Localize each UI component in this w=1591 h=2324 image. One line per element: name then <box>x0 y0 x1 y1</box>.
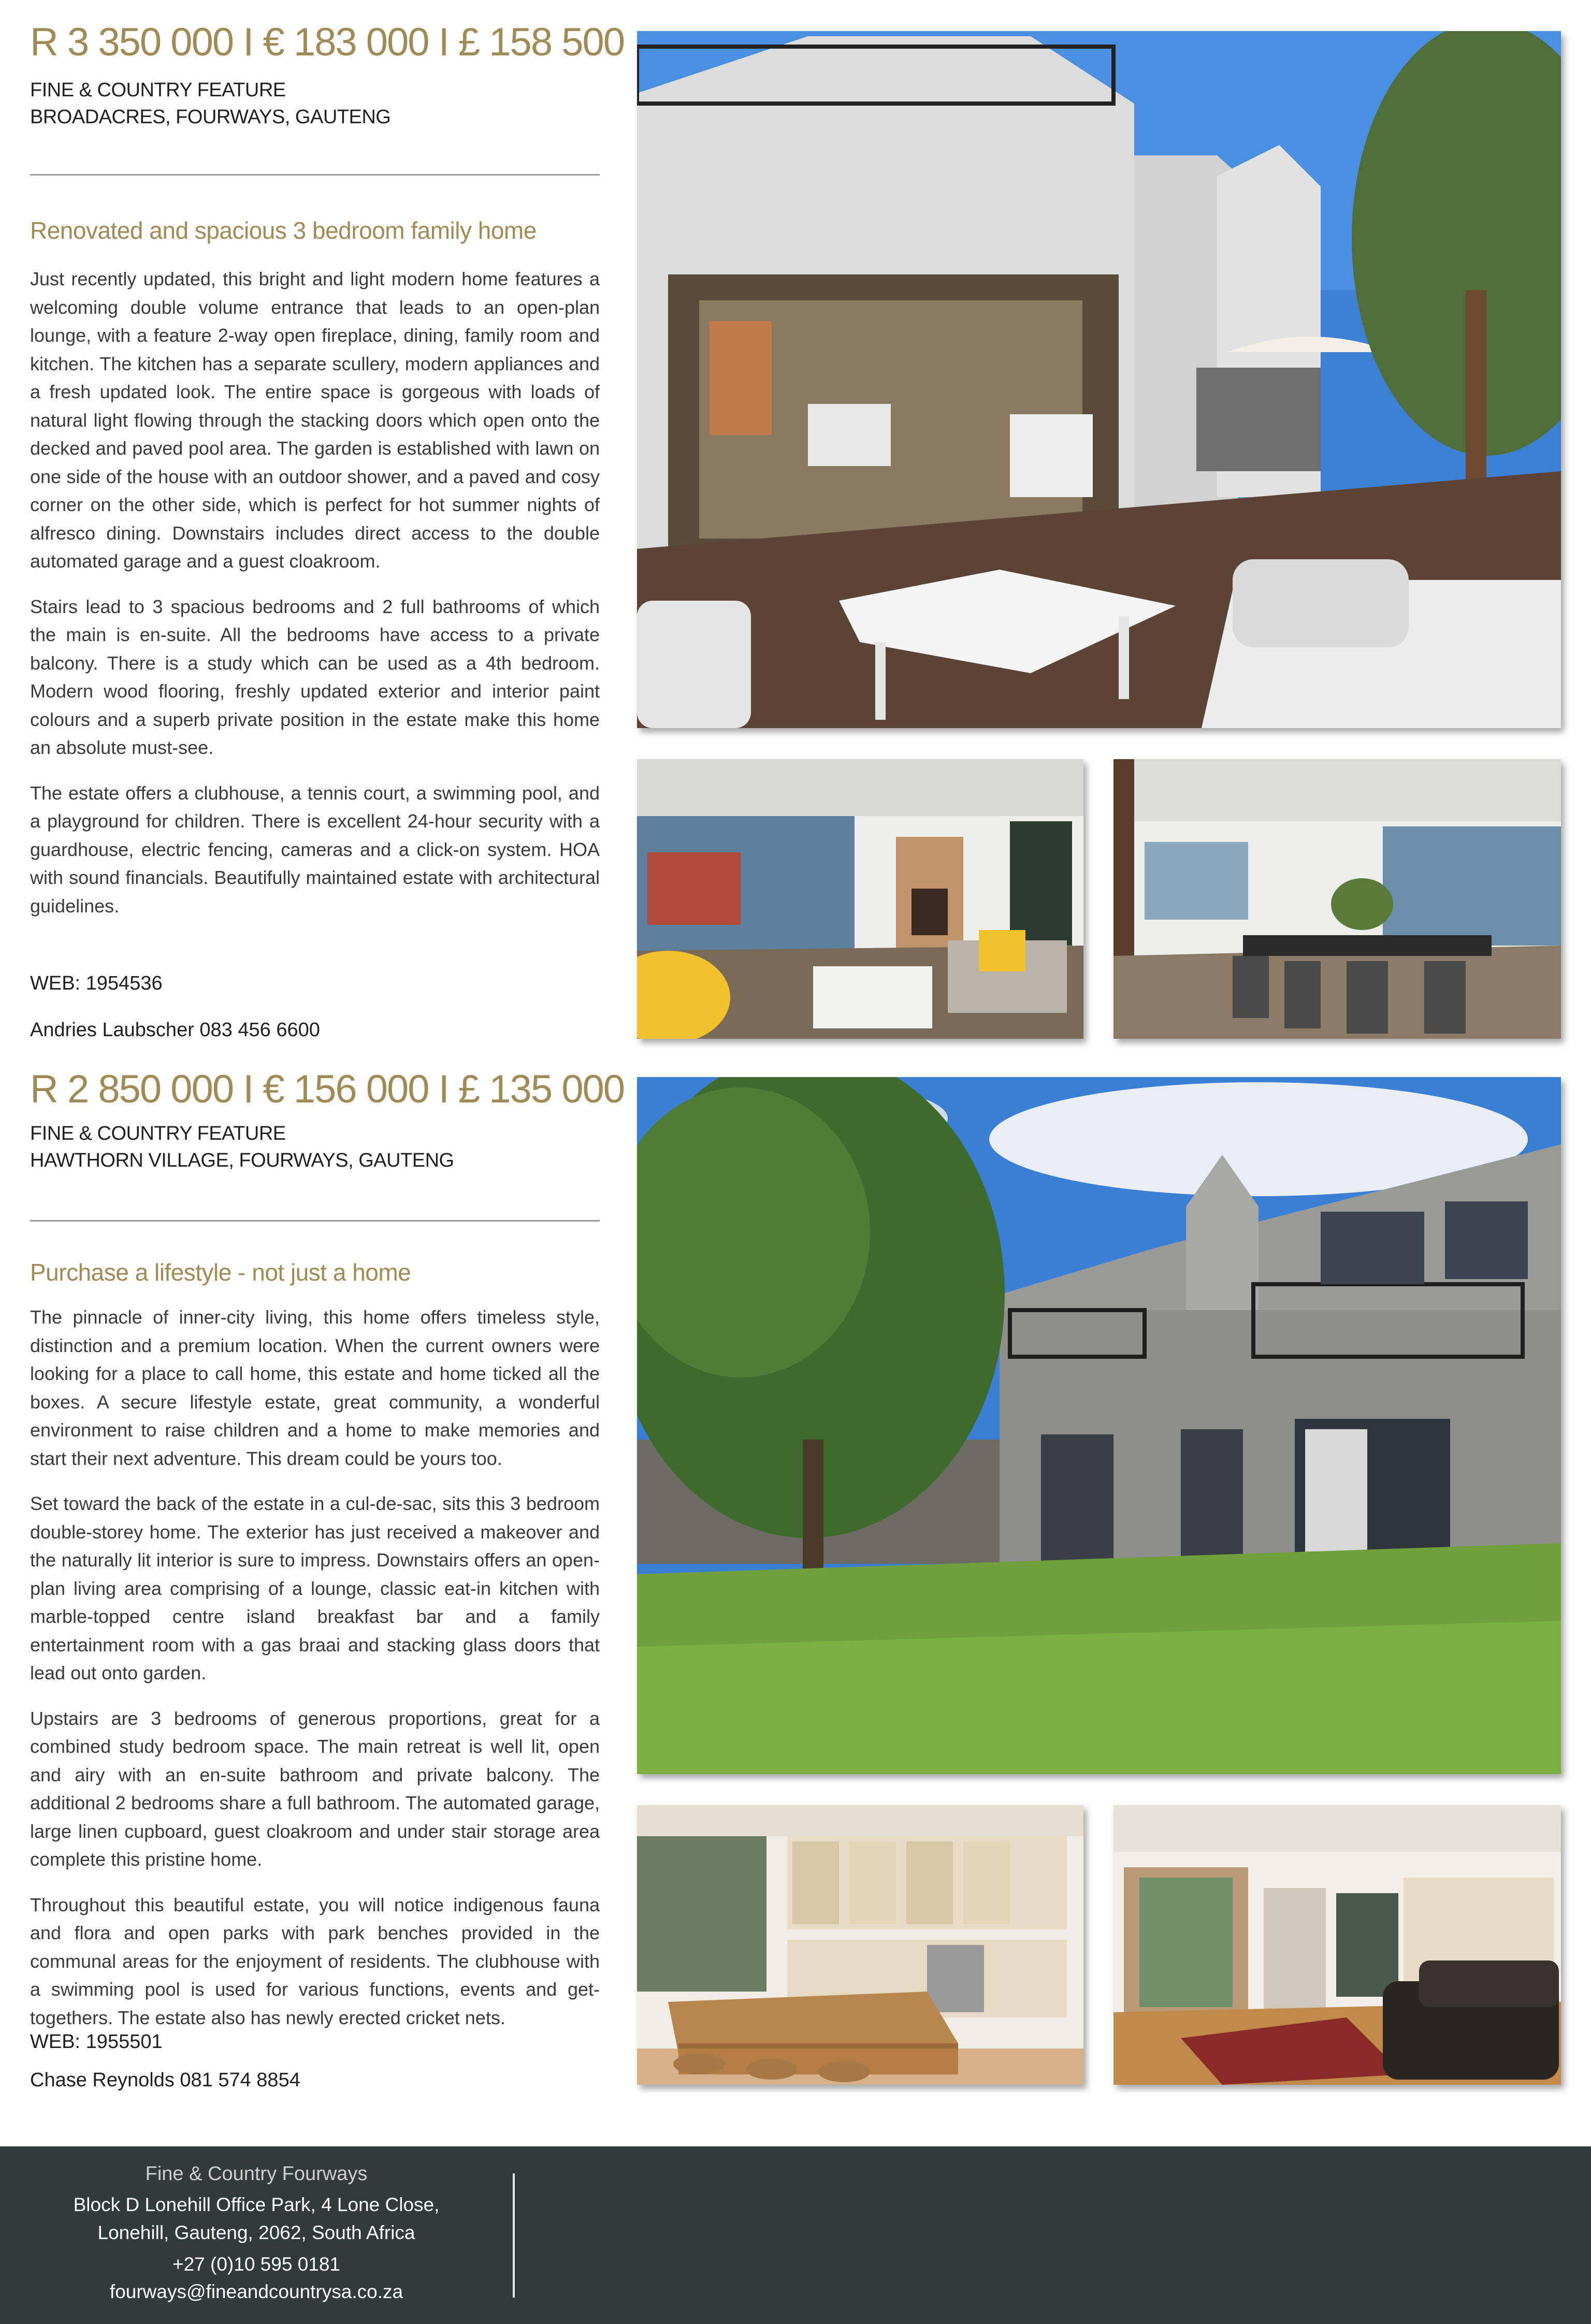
house-exterior-image <box>637 1077 1561 1774</box>
web-reference: WEB: 1955501 <box>30 2031 163 2053</box>
location: BROADACRES, FOURWAYS, GAUTENG <box>30 106 391 128</box>
description-paragraph: The estate offers a clubhouse, a tennis court, a swimming pool, and a playground for children. There is excellent 24-hour security with a guardhouse, electric fencing, cameras and a click-on system. HOA with sound financials. Beautifully maintained estate with architectural guidelines. <box>30 782 600 917</box>
photo-lounge-fireplace[interactable] <box>637 759 1083 1039</box>
agent-contact: Andries Laubscher 083 456 6600 <box>30 1019 320 1041</box>
footer-address-line1: Block D Lonehill Office Park, 4 Lone Close, <box>73 2194 440 2215</box>
footer-phone[interactable]: +27 (0)10 595 0181 <box>172 2254 341 2275</box>
description-paragraph: Upstairs are 3 bedrooms of generous proportions, great for a combined study bedroom space. The main retreat is well lit, open and airy with an en-suite bathroom and private balcony. The additional 2 bedrooms share a full bathroom. The automated garage, large linen cupboard, guest cloakroom and under stair storage area complete this pristine home. <box>30 1707 600 1870</box>
footer-divider <box>513 2173 515 2298</box>
listing-hawthorn-village <box>0 1046 1591 2128</box>
location: HAWTHORN VILLAGE, FOURWAYS, GAUTENG <box>30 1150 454 1171</box>
description-paragraph: Throughout this beautiful estate, you will notice indigenous fauna and flora and open parks with park benches provided in the communal areas for the enjoyment of residents. The clubhouse with a swimming pool is used for various functions, events and get-togethers. The estate also has newly erected cricket nets. <box>30 1894 600 2028</box>
divider <box>30 174 600 176</box>
photo-pool-exterior[interactable] <box>637 31 1561 728</box>
agent-contact: Chase Reynolds 081 574 8854 <box>30 2069 300 2091</box>
feature-label: FINE & COUNTRY FEATURE <box>30 1123 286 1144</box>
kitchen-image <box>637 1805 1083 2085</box>
footer-brand: Fine & Country Fourways <box>145 2163 368 2185</box>
pool-exterior-image <box>637 31 1561 728</box>
footer <box>0 2146 1591 2324</box>
price-heading: R 3 350 000 I € 183 000 I £ 158 500 <box>30 20 625 64</box>
description-paragraph: The pinnacle of inner-city living, this home offers timeless style, distinction and a premium location. When the current owners were looking for a place to call home, this estate and home ticked all the boxes. A secure lifestyle estate, great community, a wonderful environment to raise children and a home to make memories and start their next adventure. This dream could be yours too. <box>30 1306 600 1469</box>
divider <box>30 1220 600 1222</box>
family-room-image <box>1113 1805 1561 2085</box>
photo-family-room[interactable] <box>1113 1805 1561 2085</box>
listing-broadacres <box>0 0 1591 1046</box>
lounge-fireplace-image <box>637 759 1083 1039</box>
footer-address-line2: Lonehill, Gauteng, 2062, South Africa <box>97 2222 415 2243</box>
footer-email[interactable]: fourways@fineandcountrysa.co.za <box>109 2281 403 2302</box>
listing-headline: Renovated and spacious 3 bedroom family home <box>30 217 537 244</box>
description-paragraph: Just recently updated, this bright and light modern home features a welcoming double volume entrance that leads to an open-plan lounge, with a feature 2-way open fireplace, dining, family room and kitchen. The kitchen has a separate scullery, modern appliances and a fresh updated look. The entire space is gorgeous with loads of natural light flowing through the stacking doors which open onto the decked and paved pool area. The garden is established with lawn on one side of the house with an outdoor shower, and a paved and cosy corner on the other side, which is perfect for hot summer nights of alfresco dining. Downstairs includes direct access to the double automated garage and a guest cloakroom. <box>30 268 600 572</box>
description-paragraph: Stairs lead to 3 spacious bedrooms and 2 full bathrooms of which the main is en-suite. All the bedrooms have access to a private balcony. There is a study which can be used as a 4th bedroom. Modern wood flooring, freshly updated exterior and interior paint colours and a superb private position in the estate make this home an absolute must-see. <box>30 595 600 758</box>
feature-label: FINE & COUNTRY FEATURE <box>30 79 286 101</box>
listing-description <box>30 1303 600 2049</box>
photo-house-exterior[interactable] <box>637 1077 1561 1774</box>
web-reference: WEB: 1954536 <box>30 972 163 994</box>
dining-room-image <box>1113 759 1561 1039</box>
listing-description <box>30 265 600 937</box>
photo-dining-room[interactable] <box>1113 759 1561 1039</box>
photo-kitchen[interactable] <box>637 1805 1083 2085</box>
listing-headline: Purchase a lifestyle - not just a home <box>30 1259 411 1286</box>
price-heading: R 2 850 000 I € 156 000 I £ 135 000 <box>30 1067 625 1111</box>
description-paragraph: Set toward the back of the estate in a cul-de-sac, sits this 3 bedroom double-storey home. The exterior has just received a makeover and the naturally lit interior is sure to impress. Downstairs offers an open-plan living area comprising of a lounge, classic eat-in kitchen with marble-topped centre island breakfast bar and a family entertainment room with a gas braai and stacking glass doors that lead out onto garden. <box>30 1493 600 1683</box>
